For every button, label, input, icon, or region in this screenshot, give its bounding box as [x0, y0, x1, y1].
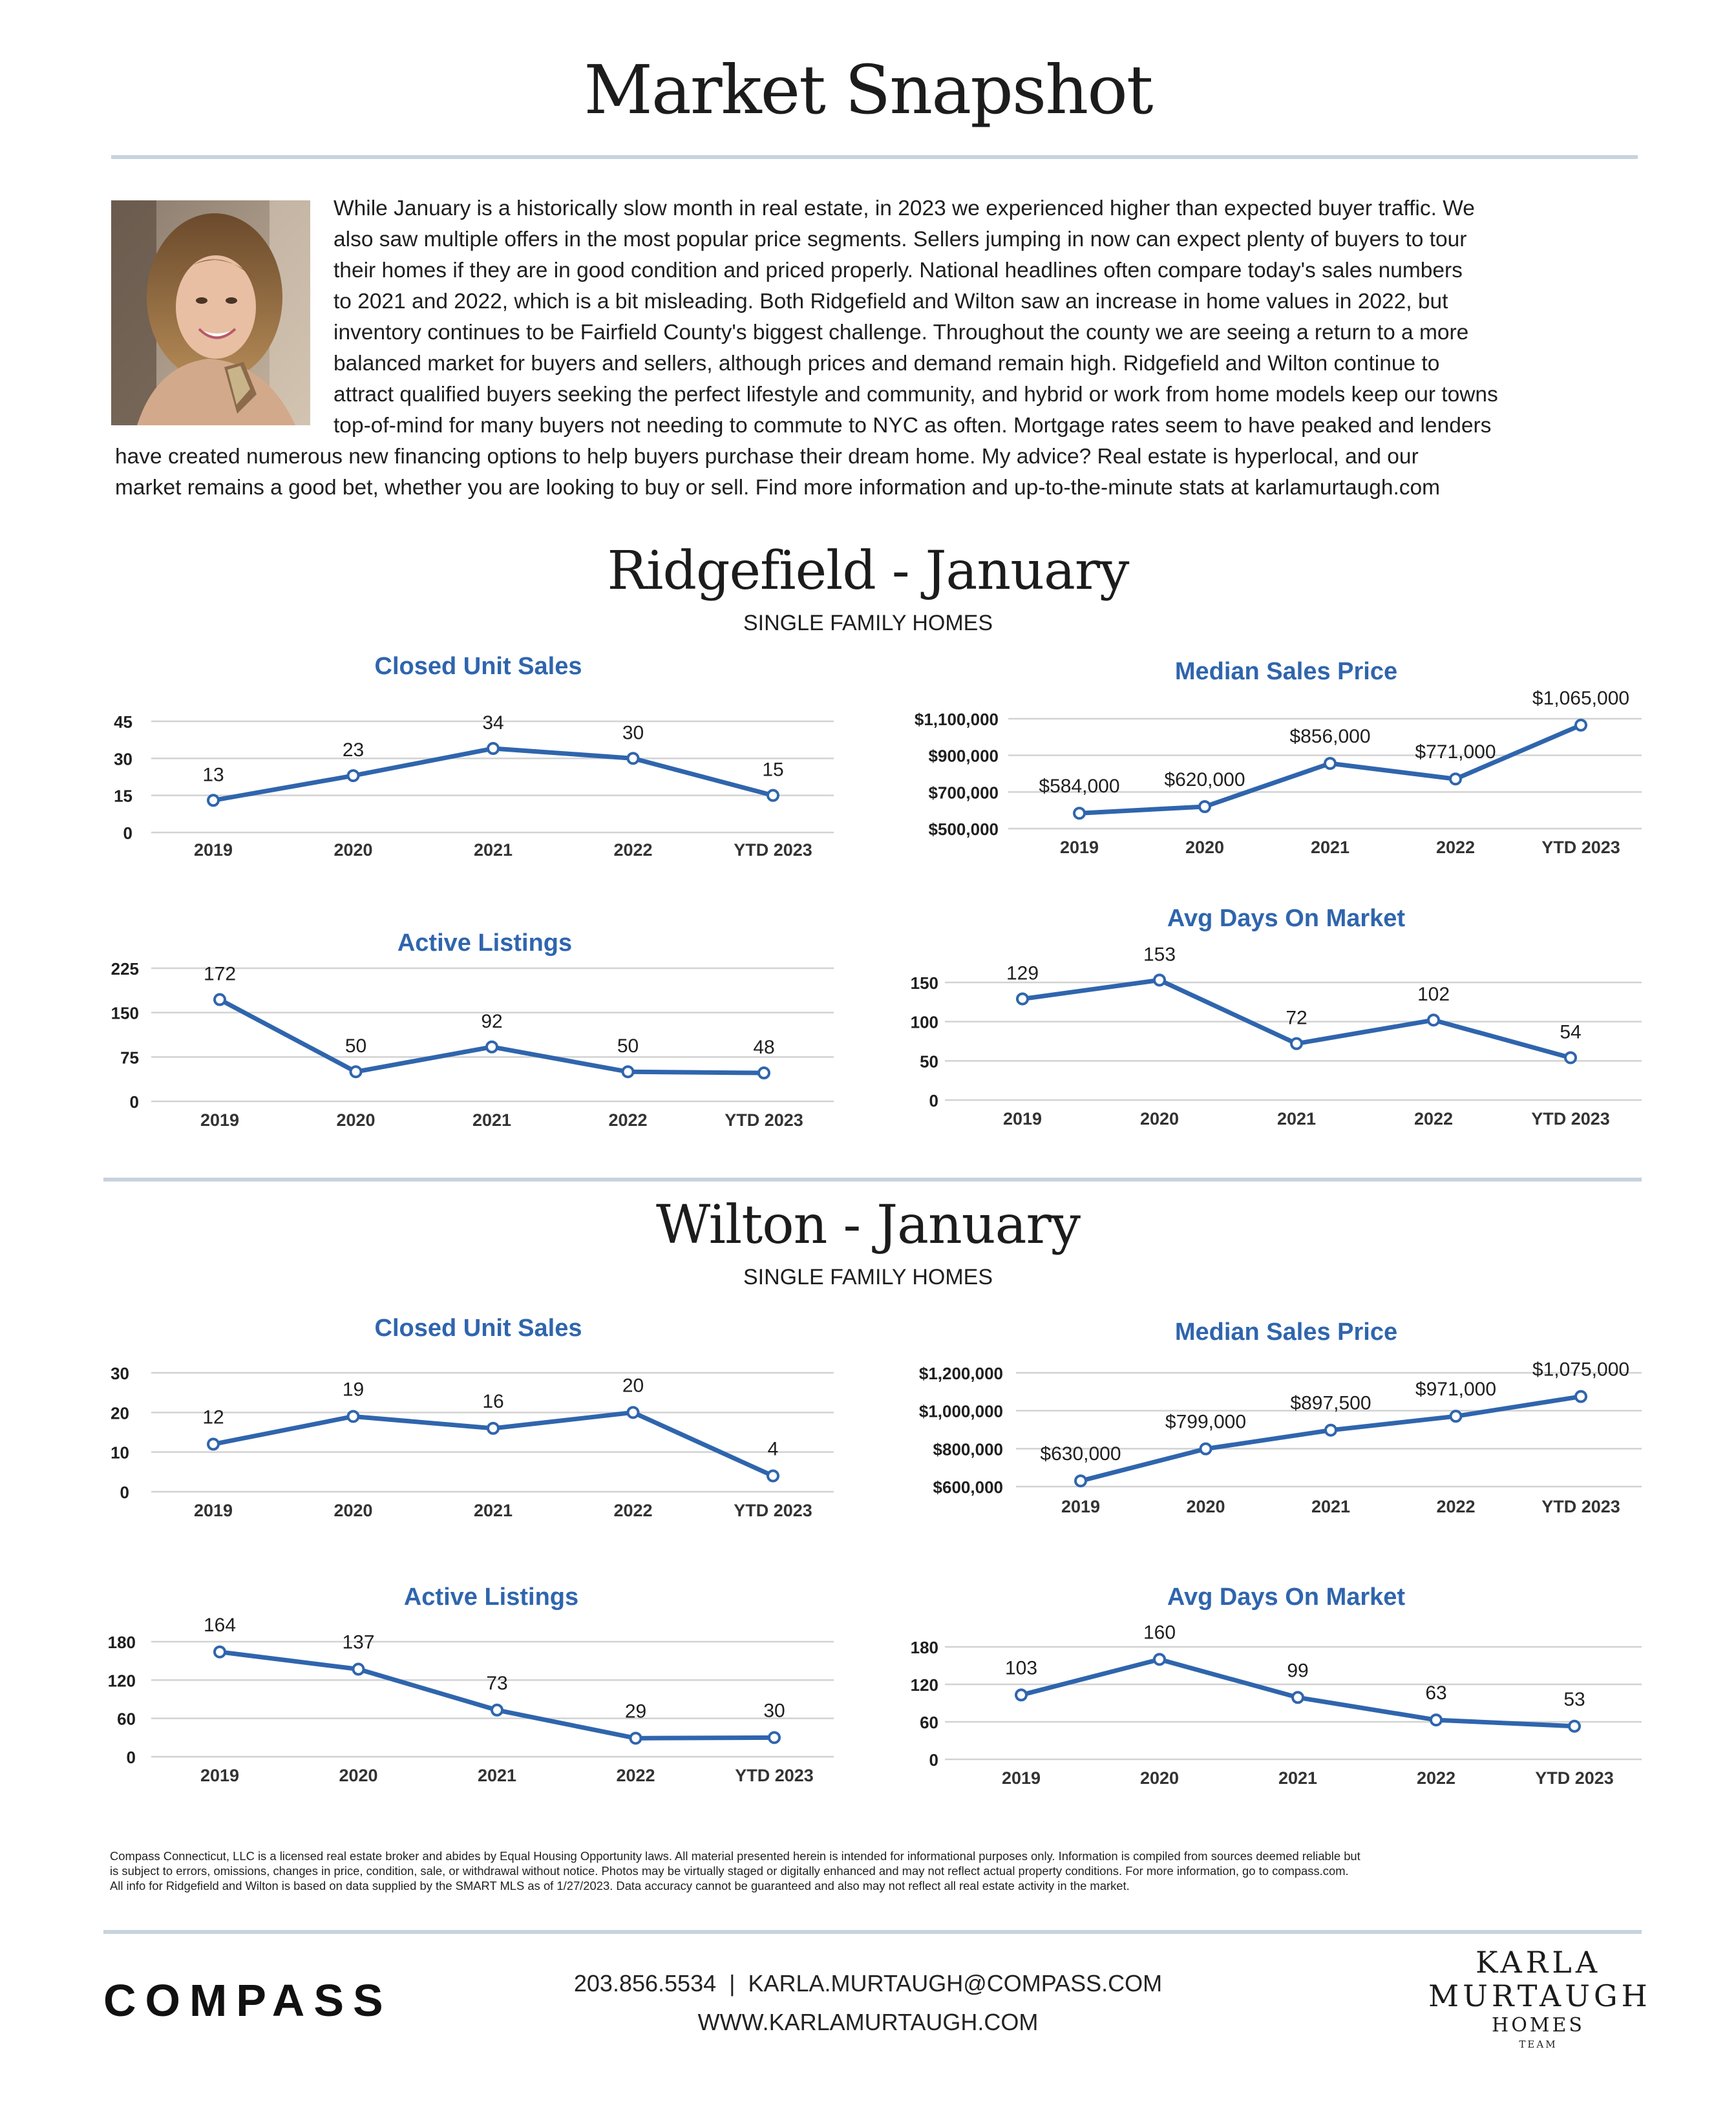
y-tick-label: 20	[111, 1403, 129, 1423]
data-point	[215, 995, 225, 1005]
y-tick-label: $700,000	[928, 783, 999, 803]
data-point	[1075, 1476, 1086, 1486]
y-tick-label: 30	[114, 749, 132, 769]
data-label: 23	[342, 739, 365, 761]
intro-text-line: attract qualified buyers seeking the perfect lifestyle and community, and hybrid or work from home models keep our towns	[333, 383, 1498, 407]
y-tick-label: $600,000	[933, 1478, 1003, 1497]
data-point	[1428, 1015, 1439, 1025]
x-tick-label: 2022	[1416, 1768, 1456, 1788]
data-label: 29	[624, 1701, 647, 1722]
data-label: $771,000	[1415, 741, 1496, 763]
x-tick-label: YTD 2023	[725, 1110, 803, 1130]
x-tick-label: YTD 2023	[1541, 1497, 1620, 1516]
intro-text-line: While January is a historically slow month in real estate, in 2023 we experienced higher than expected buyer traffic. We	[333, 196, 1475, 220]
x-tick-label: 2021	[473, 1501, 513, 1520]
x-tick-label: 2022	[616, 1766, 655, 1785]
intro-text-line: their homes if they are in good condition and priced properly. National headlines often compare today's sales numbers	[333, 259, 1463, 282]
compass-logo: COMPASS	[103, 1975, 392, 2026]
data-point	[1326, 1425, 1336, 1436]
y-tick-label: 15	[114, 786, 132, 806]
intro-text-line: inventory continues to be Fairfield County's biggest challenge. Throughout the county we are seeing a return to a more	[333, 321, 1469, 344]
data-point	[769, 1732, 779, 1743]
x-tick-label: 2019	[1002, 1109, 1043, 1129]
chart-title: Avg Days On Market	[1167, 905, 1406, 932]
footer-divider	[103, 1930, 1642, 1934]
data-point	[354, 1664, 364, 1675]
data-point	[623, 1066, 633, 1077]
data-point	[1293, 1692, 1303, 1702]
data-label: 50	[344, 1035, 367, 1057]
y-tick-label: 30	[111, 1364, 129, 1383]
data-label: 50	[617, 1035, 639, 1057]
x-tick-label: 2019	[1001, 1768, 1041, 1788]
data-label: 63	[1425, 1682, 1447, 1704]
contact-line: 203.856.5534 | KARLA.MURTAUGH@COMPASS.COM	[573, 1970, 1163, 1997]
series-line	[213, 1412, 773, 1476]
intro-text-line: to 2021 and 2022, which is a bit misleading. Both Ridgefield and Wilton saw an increase in home values in 2022, but	[333, 290, 1448, 313]
y-tick-label: 100	[910, 1012, 938, 1032]
data-label: 4	[767, 1438, 779, 1460]
y-tick-label: 180	[107, 1633, 136, 1652]
y-tick-label: 0	[929, 1750, 938, 1770]
series-line	[1079, 725, 1581, 813]
data-label: 92	[481, 1010, 503, 1032]
x-tick-label: 2020	[333, 1501, 373, 1520]
data-point	[768, 1470, 778, 1481]
y-tick-label: $1,100,000	[914, 710, 999, 729]
y-tick-label: 0	[129, 1092, 139, 1112]
x-tick-label: 2019	[193, 840, 233, 860]
chart-title: Median Sales Price	[1174, 1319, 1398, 1346]
data-point	[215, 1647, 225, 1657]
data-point	[1431, 1715, 1441, 1725]
series-line	[213, 748, 773, 800]
data-label: $620,000	[1164, 769, 1245, 790]
disclaimer-line: All info for Ridgefield and Wilton is based on data supplied by the SMART MLS as of 1/27/2023. Data accuracy cannot be guaranteed and also may not reflect all real estate activity in the market.	[110, 1879, 1130, 1892]
data-label: 160	[1143, 1622, 1176, 1644]
x-tick-label: 2021	[1311, 1497, 1351, 1516]
x-tick-label: 2021	[472, 1110, 512, 1130]
data-point	[1017, 993, 1028, 1004]
y-tick-label: 0	[120, 1483, 129, 1502]
data-point	[1450, 774, 1461, 784]
wilton-section-title: Wilton - January	[655, 1194, 1081, 1256]
data-point	[488, 1423, 498, 1434]
intro-text-line: also saw multiple offers in the most popular price segments. Sellers jumping in now can expect plenty of buyers to tour	[333, 228, 1467, 251]
data-label: $897,500	[1290, 1392, 1371, 1414]
data-label: 12	[202, 1406, 224, 1428]
x-tick-label: 2020	[333, 840, 373, 860]
x-tick-label: 2020	[1185, 838, 1225, 857]
y-tick-label: 0	[126, 1748, 136, 1767]
x-tick-label: 2021	[477, 1766, 517, 1785]
x-tick-label: 2020	[1139, 1768, 1180, 1788]
data-label: 129	[1006, 962, 1039, 984]
x-tick-label: 2020	[339, 1766, 378, 1785]
y-tick-label: $500,000	[928, 820, 999, 839]
data-label: $1,065,000	[1532, 687, 1630, 709]
series-line	[220, 1000, 764, 1074]
team-logo	[1428, 1945, 1651, 2050]
page-title: Market Snapshot	[584, 50, 1152, 129]
x-tick-label: YTD 2023	[1531, 1109, 1610, 1129]
data-point	[487, 1042, 497, 1052]
data-label: $584,000	[1039, 776, 1120, 798]
x-tick-label: 2019	[193, 1501, 233, 1520]
data-point	[351, 1066, 361, 1077]
data-label: 19	[342, 1379, 365, 1401]
data-label: 30	[622, 722, 644, 744]
data-label: 54	[1560, 1021, 1582, 1043]
data-label: 103	[1004, 1657, 1038, 1679]
x-tick-label: 2019	[200, 1110, 240, 1130]
x-tick-label: 2022	[613, 1501, 653, 1520]
y-tick-label: 45	[114, 712, 132, 732]
y-tick-label: $800,000	[933, 1439, 1003, 1459]
data-label: 153	[1143, 944, 1176, 966]
data-point	[1291, 1039, 1302, 1049]
data-label: $856,000	[1289, 726, 1371, 748]
data-point	[488, 743, 498, 754]
website-line: WWW.KARLAMURTAUGH.COM	[697, 2009, 1039, 2035]
data-point	[628, 753, 639, 763]
data-point	[768, 790, 778, 801]
data-label: $799,000	[1165, 1411, 1247, 1433]
data-point	[1565, 1052, 1576, 1063]
team-logo-line: KARLA	[1475, 1945, 1602, 1980]
x-tick-label: 2022	[608, 1110, 648, 1130]
team-logo-line: TEAM	[1519, 2039, 1558, 2050]
data-point	[759, 1068, 769, 1078]
y-tick-label: $900,000	[928, 746, 999, 766]
data-label: 99	[1287, 1660, 1309, 1682]
x-tick-label: 2022	[1413, 1109, 1454, 1129]
intro-text-line: market remains a good bet, whether you are looking to buy or sell. Find more information and up-to-the-minute stats at karlamurtaugh.com	[115, 476, 1441, 500]
y-tick-label: 120	[910, 1675, 938, 1695]
data-label: 164	[203, 1614, 237, 1636]
disclaimer-line: is subject to errors, omissions, changes in price, condition, sale, or withdrawal without notice. Photos may be virtually staged or digitally enhanced and may not reflect actual property conditions. For more information, go to compass.com.	[110, 1864, 1349, 1878]
ridgefield-section-subtitle: SINGLE FAMILY HOMES	[743, 611, 993, 635]
y-tick-label: $1,000,000	[918, 1401, 1003, 1421]
ridgefield-section-title: Ridgefield - January	[607, 540, 1129, 602]
data-point	[1451, 1411, 1461, 1421]
data-label: $1,075,000	[1532, 1359, 1630, 1381]
data-label: $630,000	[1040, 1443, 1121, 1465]
section-divider	[103, 1178, 1642, 1182]
x-tick-label: YTD 2023	[734, 1501, 812, 1520]
series-line	[1081, 1397, 1581, 1481]
data-point	[348, 770, 359, 781]
x-tick-label: 2022	[1436, 1497, 1476, 1516]
data-label: 16	[482, 1390, 504, 1412]
disclaimer-line: Compass Connecticut, LLC is a licensed real estate broker and abides by Equal Housing Opportunity laws. All material presented herein is intended for informational purposes only. Information is compiled from sources deemed reliable but	[110, 1849, 1360, 1863]
data-point	[1016, 1690, 1026, 1700]
data-label: 102	[1417, 984, 1450, 1006]
data-point	[492, 1705, 502, 1715]
y-tick-label: 60	[117, 1709, 136, 1729]
y-tick-label: 150	[910, 973, 938, 993]
x-tick-label: 2021	[1278, 1768, 1318, 1788]
x-tick-label: 2021	[473, 840, 513, 860]
data-label: 34	[482, 712, 504, 734]
x-tick-label: 2020	[336, 1110, 376, 1130]
x-tick-label: 2020	[1139, 1109, 1180, 1129]
data-point	[1325, 758, 1335, 768]
data-point	[1074, 808, 1085, 818]
x-tick-label: YTD 2023	[1541, 838, 1620, 857]
y-tick-label: 10	[111, 1443, 129, 1463]
x-tick-label: YTD 2023	[735, 1766, 814, 1785]
series-line	[1022, 980, 1571, 1057]
data-label: 30	[763, 1700, 785, 1722]
y-tick-label: 120	[107, 1671, 136, 1691]
data-label: 72	[1286, 1007, 1307, 1029]
x-tick-label: 2022	[613, 840, 653, 860]
y-tick-label: 225	[111, 959, 139, 979]
chart-title: Closed Unit Sales	[374, 653, 582, 680]
data-point	[208, 1439, 218, 1449]
intro-text-line: balanced market for buyers and sellers, although prices and demand remain high. Ridgefield and Wilton continue to	[333, 352, 1440, 376]
data-point	[1154, 1654, 1165, 1664]
y-tick-label: $1,200,000	[918, 1364, 1003, 1383]
team-logo-line: MURTAUGH	[1428, 1978, 1651, 2013]
wilton-section-subtitle: SINGLE FAMILY HOMES	[743, 1265, 993, 1289]
chart-title: Median Sales Price	[1174, 658, 1398, 685]
x-tick-label: 2019	[1061, 1497, 1101, 1516]
intro-text-line: top-of-mind for many buyers not needing to commute to NYC as often. Mortgage rates seem to have peaked and lenders	[333, 414, 1492, 438]
data-label: 20	[622, 1375, 644, 1397]
x-tick-label: YTD 2023	[734, 840, 812, 860]
data-label: 172	[203, 963, 237, 985]
x-tick-label: 2019	[200, 1766, 240, 1785]
chart-title: Closed Unit Sales	[374, 1315, 582, 1342]
data-point	[348, 1411, 359, 1421]
x-tick-label: 2021	[1310, 838, 1350, 857]
data-point	[208, 795, 218, 805]
data-point	[1576, 1392, 1586, 1402]
chart-title: Active Listings	[397, 929, 573, 957]
x-tick-label: 2021	[1276, 1109, 1317, 1129]
y-tick-label: 180	[910, 1638, 938, 1657]
x-tick-label: 2022	[1435, 838, 1476, 857]
data-point	[628, 1407, 639, 1417]
data-point	[1200, 801, 1210, 812]
data-label: 73	[486, 1672, 508, 1694]
y-tick-label: 50	[920, 1052, 938, 1072]
data-point	[1569, 1721, 1580, 1732]
data-label: $971,000	[1415, 1379, 1497, 1401]
x-tick-label: 2020	[1186, 1497, 1225, 1516]
data-point	[1154, 975, 1165, 985]
agent-portrait	[111, 200, 310, 425]
data-label: 137	[342, 1631, 375, 1653]
title-divider	[111, 155, 1638, 159]
data-point	[1201, 1444, 1211, 1454]
data-point	[631, 1733, 641, 1743]
team-logo-line: HOMES	[1492, 2014, 1585, 2037]
x-tick-label: 2019	[1059, 838, 1099, 857]
series-line	[220, 1652, 774, 1739]
x-tick-label: YTD 2023	[1535, 1768, 1614, 1788]
data-label: 53	[1563, 1688, 1585, 1710]
data-label: 13	[202, 764, 224, 786]
data-label: 15	[762, 759, 784, 781]
y-tick-label: 0	[123, 823, 132, 843]
intro-text-line: have created numerous new financing options to help buyers purchase their dream home. My advice? Real estate is hyperlocal, and our	[115, 445, 1419, 469]
chart-title: Active Listings	[403, 1584, 579, 1611]
y-tick-label: 0	[929, 1091, 938, 1110]
chart-title: Avg Days On Market	[1167, 1584, 1406, 1611]
data-label: 48	[753, 1037, 775, 1059]
y-tick-label: 75	[120, 1048, 139, 1068]
series-line	[1021, 1659, 1574, 1726]
y-tick-label: 150	[111, 1003, 139, 1023]
y-tick-label: 60	[920, 1713, 938, 1732]
data-point	[1576, 720, 1586, 730]
